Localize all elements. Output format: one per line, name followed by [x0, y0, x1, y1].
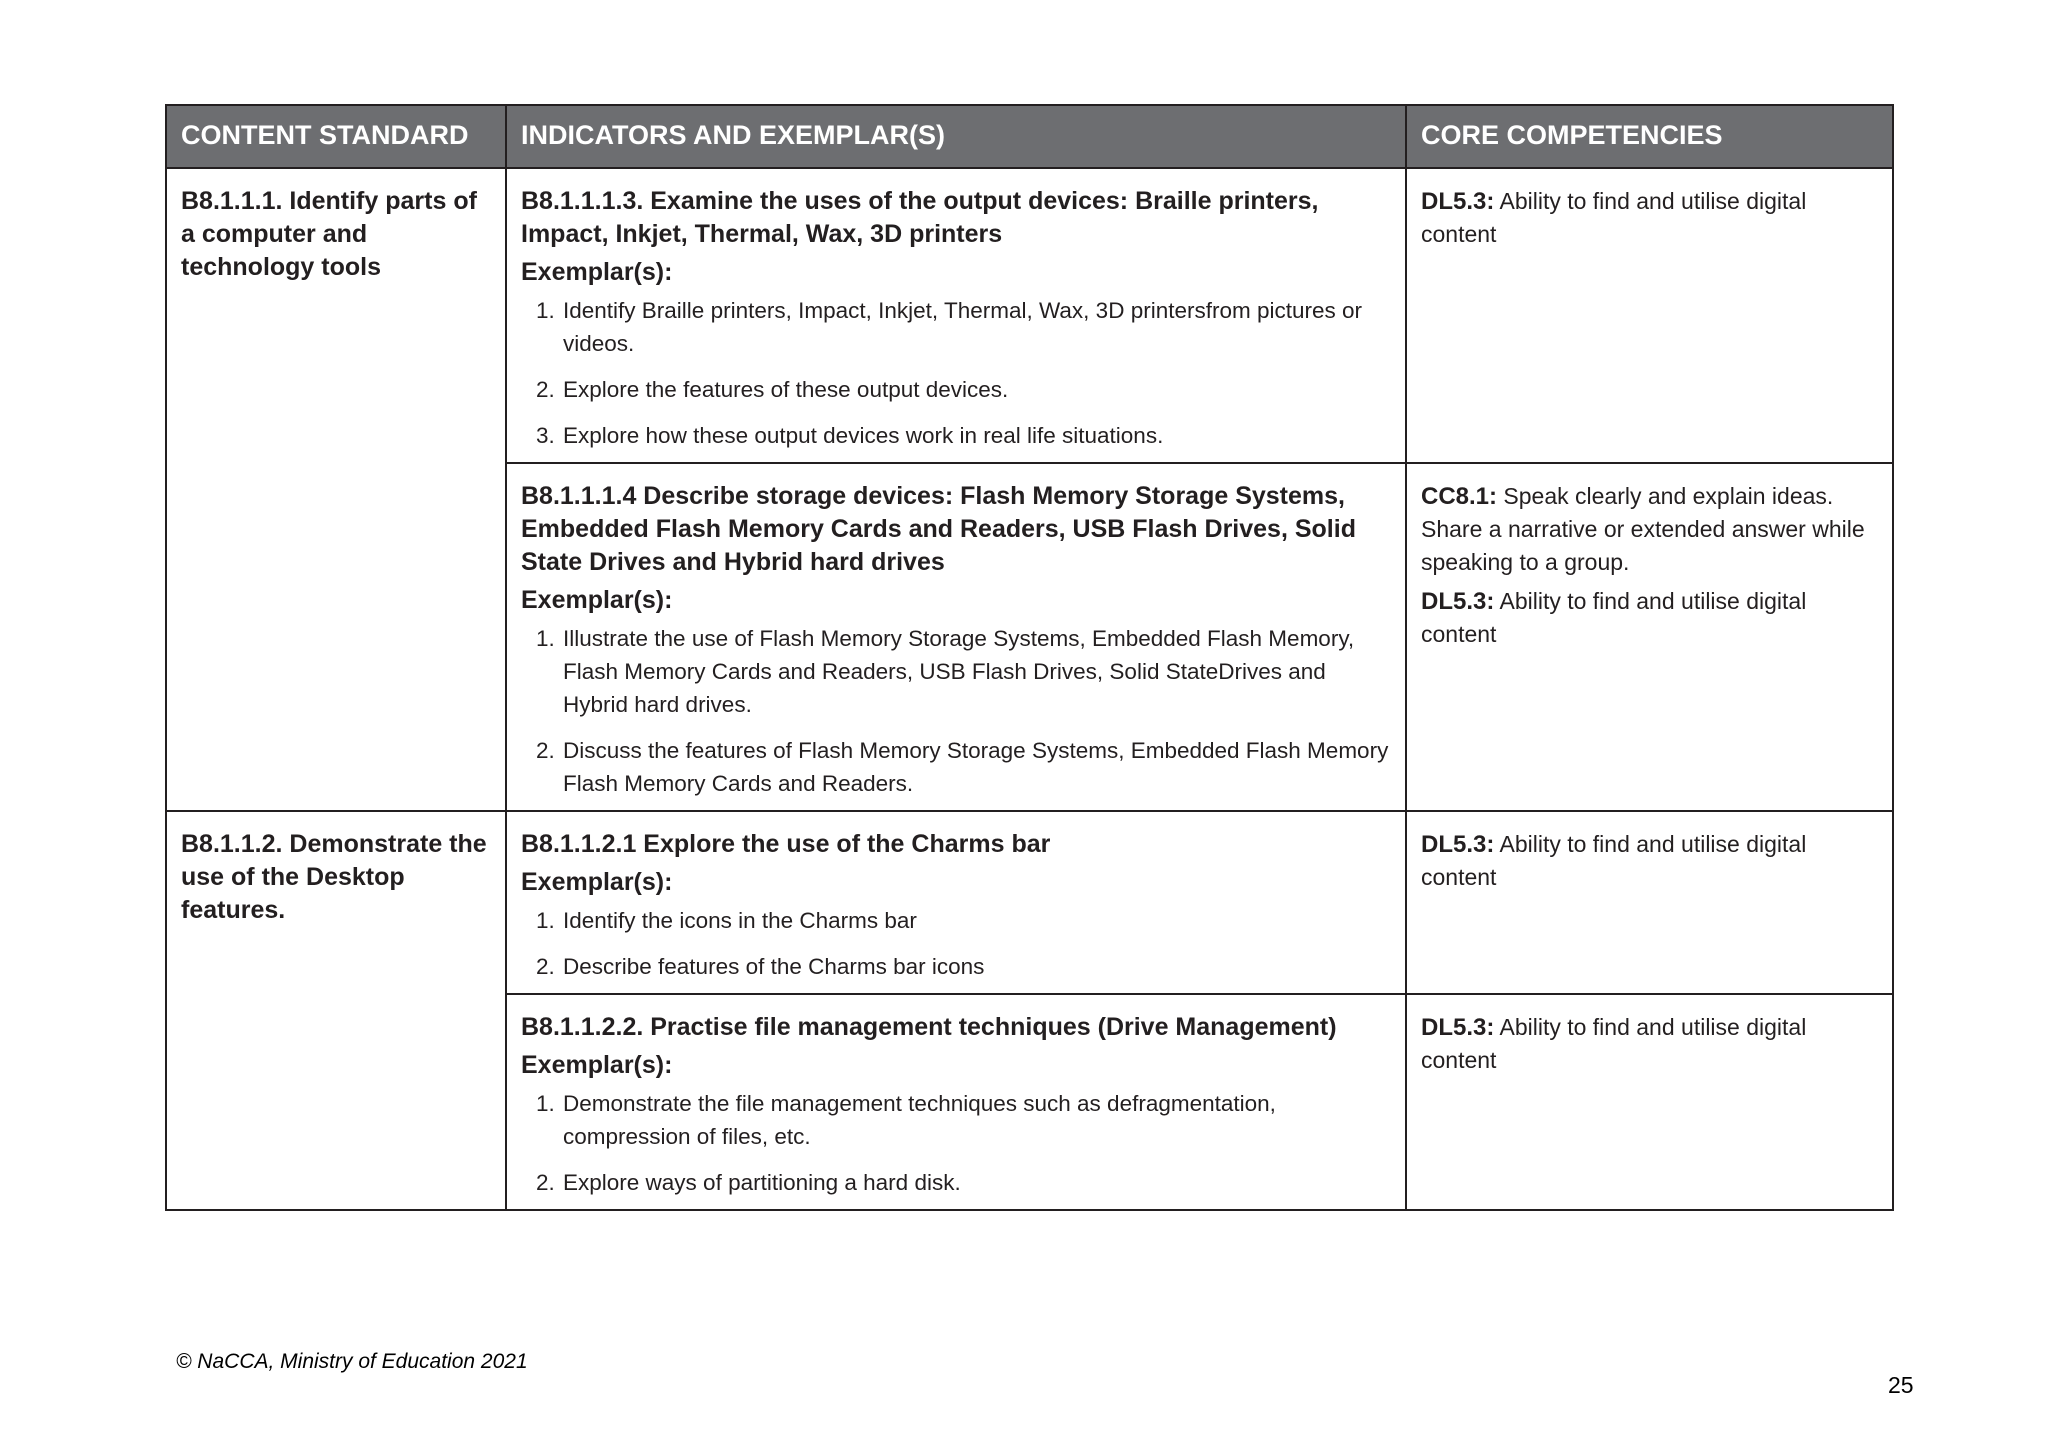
exemplar-item: 3. Explore how these output devices work in real life situations.: [561, 419, 1391, 452]
indicator-cell: [506, 168, 1406, 463]
exemplar-list: [521, 1087, 1391, 1199]
competency-code: DL5.3:: [1421, 188, 1495, 215]
curriculum-table: [165, 104, 1894, 1211]
competency-text: Ability to find and utilise digital content: [1421, 188, 1807, 247]
exemplar-label: Exemplar(s):: [521, 586, 673, 614]
exemplar-label: Exemplar(s):: [521, 258, 673, 286]
table-row: [166, 811, 1893, 994]
competency-code: CC8.1:: [1421, 483, 1498, 510]
content-standard-text: B8.1.1.1. Identify parts of a computer and technology tools: [181, 187, 477, 281]
header-content-standard: CONTENT STANDARD: [166, 105, 506, 168]
table-row: [166, 168, 1893, 463]
indicator-title: B8.1.1.2.1 Explore the use of the Charms bar: [521, 830, 1051, 858]
competency-cell: [1406, 463, 1893, 811]
competency-entry: [1421, 1011, 1878, 1077]
header-core-competencies: CORE COMPETENCIES: [1406, 105, 1893, 168]
competency-entry: [1421, 480, 1878, 579]
indicator-title: B8.1.1.1.4 Describe storage devices: Flash Memory Storage Systems, Embedded Flash Memory Cards and Readers, USB Flash Drives, Solid State Drives and Hybrid hard drives: [521, 482, 1356, 576]
competency-cell: [1406, 168, 1893, 463]
exemplar-item: 2. Discuss the features of Flash Memory Storage Systems, Embedded Flash Memory Flash Memory Cards and Readers.: [561, 734, 1391, 800]
indicator-cell: [506, 994, 1406, 1210]
exemplar-item: 2. Explore the features of these output devices.: [561, 373, 1391, 406]
competency-text: Ability to find and utilise digital content: [1421, 588, 1807, 647]
content-standard-cell: [166, 168, 506, 811]
exemplar-item: 2. Describe features of the Charms bar icons: [561, 950, 1391, 983]
exemplar-item: 1. Demonstrate the file management techniques such as defragmentation, compression of files, etc.: [561, 1087, 1391, 1153]
copyright-notice: © NaCCA, Ministry of Education 2021: [176, 1350, 528, 1373]
exemplar-list: [521, 622, 1391, 800]
competency-code: DL5.3:: [1421, 1014, 1495, 1041]
competency-entry: [1421, 585, 1878, 651]
indicator-title: B8.1.1.1.3. Examine the uses of the output devices: Braille printers, Impact, Inkjet, Thermal, Wax, 3D printers: [521, 187, 1319, 248]
exemplar-label: Exemplar(s):: [521, 868, 673, 896]
indicator-title: B8.1.1.2.2. Practise file management techniques (Drive Management): [521, 1013, 1337, 1041]
indicator-cell: [506, 811, 1406, 994]
exemplar-list: [521, 904, 1391, 983]
exemplar-item: 1. Illustrate the use of Flash Memory Storage Systems, Embedded Flash Memory, Flash Memory Cards and Readers, USB Flash Drives, Solid StateDrives and Hybrid hard drives.: [561, 622, 1391, 721]
competency-text: Ability to find and utilise digital content: [1421, 1014, 1807, 1073]
competency-code: DL5.3:: [1421, 588, 1495, 615]
competency-code: DL5.3:: [1421, 831, 1495, 858]
exemplar-label: Exemplar(s):: [521, 1051, 673, 1079]
competency-text: Speak clearly and explain ideas. Share a narrative or extended answer while speaking to a group.: [1421, 483, 1865, 575]
exemplar-item: 2. Explore ways of partitioning a hard disk.: [561, 1166, 1391, 1199]
content-standard-text: B8.1.1.2. Demonstrate the use of the Desktop features.: [181, 830, 487, 924]
exemplar-item: 1. Identify Braille printers, Impact, Inkjet, Thermal, Wax, 3D printersfrom pictures or videos.: [561, 294, 1391, 360]
table-header-row: [166, 105, 1893, 168]
exemplar-item: 1. Identify the icons in the Charms bar: [561, 904, 1391, 937]
competency-entry: [1421, 185, 1878, 251]
competency-entry: [1421, 828, 1878, 894]
content-standard-cell: [166, 811, 506, 1210]
page-number: 25: [1888, 1372, 1914, 1398]
competency-cell: [1406, 811, 1893, 994]
exemplar-list: [521, 294, 1391, 452]
header-indicators: INDICATORS AND EXEMPLAR(S): [506, 105, 1406, 168]
indicator-cell: [506, 463, 1406, 811]
competency-text: Ability to find and utilise digital content: [1421, 831, 1807, 890]
competency-cell: [1406, 994, 1893, 1210]
